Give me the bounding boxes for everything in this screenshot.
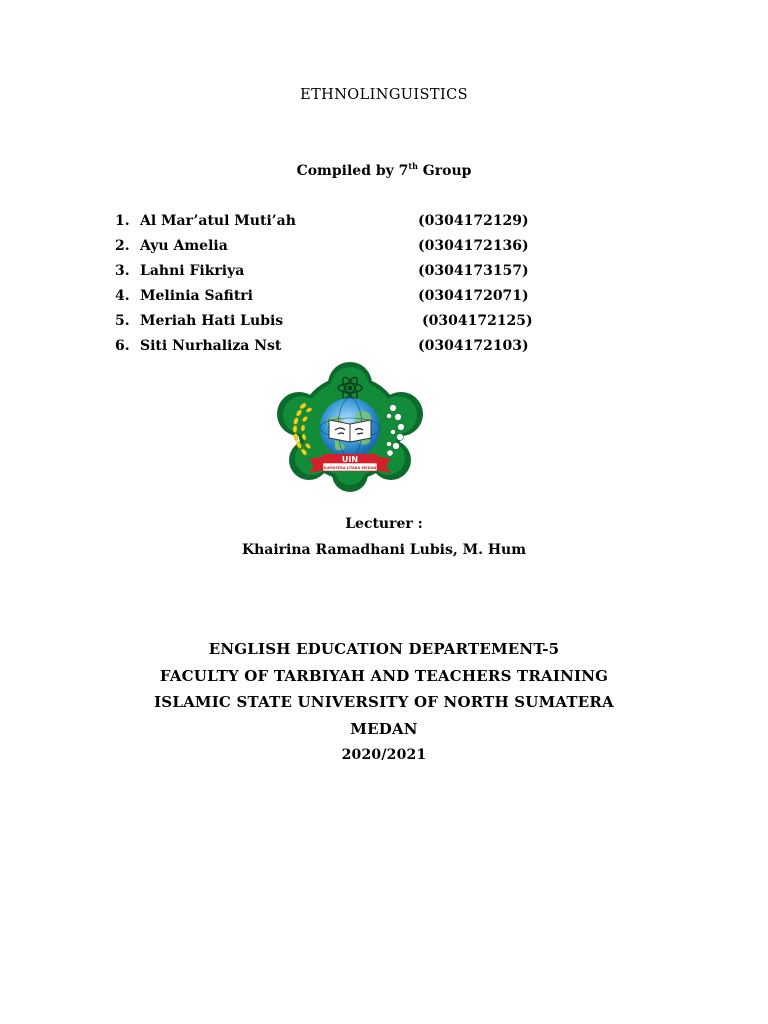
member-name: Lahni Fikriya (140, 263, 245, 279)
member-id: (0304173157) (418, 263, 529, 279)
member-name: Meriah Hati Lubis (140, 313, 284, 329)
member-id: (0304172125) (422, 313, 533, 329)
member-list (115, 212, 535, 362)
institution-block (0, 640, 768, 773)
university-logo (265, 362, 435, 495)
logo-subtext: SUMATERA UTARA MEDAN (323, 466, 377, 470)
member-item (115, 262, 535, 287)
member-number: 4. (115, 288, 130, 304)
member-id: (0304172136) (418, 238, 529, 254)
faculty-line: FACULTY OF TARBIYAH AND TEACHERS TRAINING (159, 666, 609, 685)
ribbon (309, 454, 391, 473)
compiled-by-line (0, 163, 768, 179)
member-number: 3. (115, 263, 130, 279)
university-line: ISLAMIC STATE UNIVERSITY OF NORTH SUMATERA (154, 693, 614, 711)
member-number: 6. (115, 338, 130, 354)
member-item (115, 287, 535, 312)
lecturer-name: Khairina Ramadhani Lubis, M. Hum (241, 542, 527, 558)
member-id: (0304172071) (418, 288, 529, 304)
member-name: Siti Nurhaliza Nst (140, 338, 282, 354)
compiled-suffix: Group (417, 163, 472, 179)
compiled-prefix: Compiled by 7 (296, 163, 409, 179)
member-item (115, 237, 535, 262)
member-name: Al Mar’atul Muti’ah (140, 213, 296, 229)
city-line: MEDAN (350, 719, 418, 738)
document-title: ETHNOLINGUISTICS (300, 87, 468, 103)
lecturer-label: Lecturer : (345, 516, 423, 532)
member-number: 5. (115, 313, 130, 329)
member-number: 2. (115, 238, 130, 254)
member-item (115, 212, 535, 237)
member-name: Melinia Safitri (140, 288, 254, 304)
logo-uin-text: UIN (341, 455, 359, 464)
compiled-superscript: th (408, 161, 418, 171)
member-id: (0304172103) (418, 338, 529, 354)
member-number: 1. (115, 213, 130, 229)
academic-year: 2020/2021 (341, 747, 427, 763)
member-item (115, 337, 535, 362)
member-name: Ayu Amelia (140, 238, 228, 254)
member-id: (0304172129) (418, 213, 529, 229)
department-line: ENGLISH EDUCATION DEPARTEMENT-5 (208, 640, 560, 658)
member-item (115, 312, 535, 337)
